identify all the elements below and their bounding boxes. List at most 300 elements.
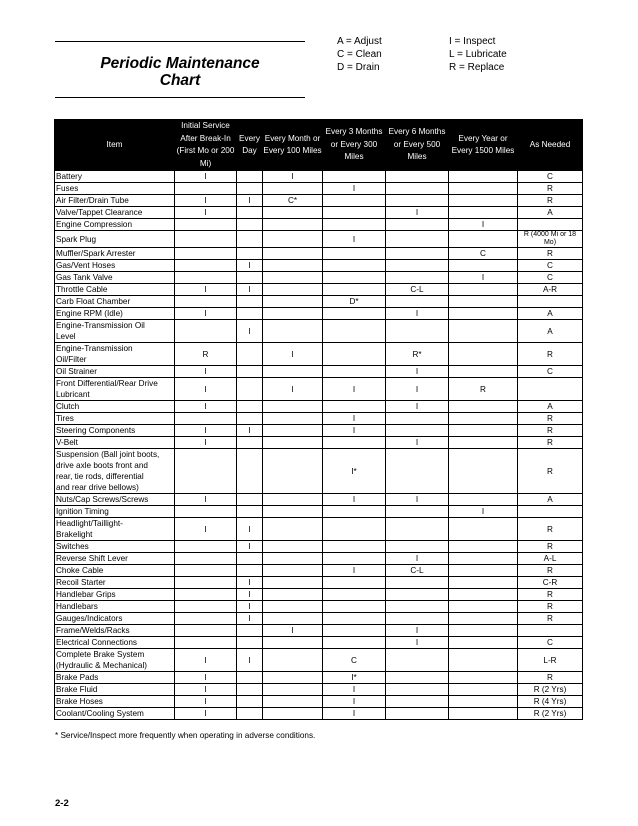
schedule-cell: I <box>386 625 449 637</box>
schedule-cell <box>263 308 323 320</box>
schedule-cell: R <box>518 613 583 625</box>
schedule-cell <box>175 577 237 589</box>
table-row <box>55 506 583 518</box>
schedule-cell: C* <box>263 195 323 207</box>
table-row <box>55 708 583 720</box>
schedule-cell: C <box>518 171 583 183</box>
schedule-cell <box>323 343 386 366</box>
table-row <box>55 449 583 494</box>
schedule-cell <box>175 296 237 308</box>
schedule-cell <box>323 553 386 565</box>
schedule-cell <box>263 260 323 272</box>
item-name-cell: Valve/Tappet Clearance <box>55 207 175 219</box>
schedule-cell <box>386 672 449 684</box>
item-name-cell: Complete Brake System (Hydraulic & Mechanical) <box>55 649 175 672</box>
schedule-cell <box>323 272 386 284</box>
schedule-cell: I <box>323 378 386 401</box>
schedule-cell <box>263 565 323 577</box>
schedule-cell <box>449 296 518 308</box>
schedule-cell <box>323 366 386 378</box>
schedule-cell <box>175 506 237 518</box>
schedule-cell <box>449 449 518 494</box>
schedule-cell <box>386 449 449 494</box>
schedule-cell: I <box>263 171 323 183</box>
schedule-cell: I <box>386 437 449 449</box>
schedule-cell: C <box>449 248 518 260</box>
table-row <box>55 296 583 308</box>
schedule-cell <box>263 425 323 437</box>
legend-replace: R = Replace <box>449 62 505 73</box>
schedule-cell <box>449 589 518 601</box>
schedule-cell <box>386 518 449 541</box>
schedule-cell <box>237 343 263 366</box>
item-name-cell: Handlebar Grips <box>55 589 175 601</box>
table-row <box>55 195 583 207</box>
schedule-cell: I <box>386 378 449 401</box>
item-name-cell: Handlebars <box>55 601 175 613</box>
schedule-cell <box>323 541 386 553</box>
schedule-cell <box>263 494 323 506</box>
schedule-cell <box>263 637 323 649</box>
schedule-cell <box>323 601 386 613</box>
item-name-cell: Engine RPM (Idle) <box>55 308 175 320</box>
schedule-cell <box>449 308 518 320</box>
schedule-cell <box>518 296 583 308</box>
item-name-cell: Frame/Welds/Racks <box>55 625 175 637</box>
schedule-cell: I <box>237 613 263 625</box>
schedule-cell: C <box>323 649 386 672</box>
column-header: Every Month or Every 100 Miles <box>263 120 323 171</box>
schedule-cell <box>386 708 449 720</box>
legend-inspect: I = Inspect <box>449 36 496 47</box>
schedule-cell <box>449 195 518 207</box>
schedule-cell: R <box>175 343 237 366</box>
column-header: Item <box>55 120 175 171</box>
schedule-cell <box>449 494 518 506</box>
schedule-cell: L-R <box>518 649 583 672</box>
schedule-cell: I <box>386 366 449 378</box>
schedule-cell <box>263 248 323 260</box>
schedule-cell <box>386 541 449 553</box>
schedule-cell: R <box>518 589 583 601</box>
schedule-cell: R <box>518 248 583 260</box>
schedule-cell: R (4000 Mi or 18 Mo) <box>518 231 583 248</box>
table-row <box>55 284 583 296</box>
schedule-cell <box>323 219 386 231</box>
schedule-cell: I <box>175 696 237 708</box>
schedule-cell: A <box>518 494 583 506</box>
column-header: Every 3 Months or Every 300 Miles <box>323 120 386 171</box>
schedule-cell <box>449 284 518 296</box>
schedule-cell <box>263 541 323 553</box>
schedule-cell: I <box>175 195 237 207</box>
schedule-cell: I <box>237 320 263 343</box>
schedule-cell: R <box>518 672 583 684</box>
schedule-cell <box>263 589 323 601</box>
schedule-cell <box>449 171 518 183</box>
schedule-cell: I <box>175 437 237 449</box>
schedule-cell <box>449 649 518 672</box>
schedule-cell: I <box>263 625 323 637</box>
schedule-cell: I <box>449 219 518 231</box>
schedule-cell <box>263 684 323 696</box>
schedule-cell: I <box>175 171 237 183</box>
schedule-cell <box>237 708 263 720</box>
column-header: Every Day <box>237 120 263 171</box>
item-name-cell: Recoil Starter <box>55 577 175 589</box>
schedule-cell <box>263 231 323 248</box>
schedule-cell <box>175 320 237 343</box>
schedule-cell <box>263 296 323 308</box>
schedule-cell <box>449 518 518 541</box>
item-name-cell: Tires <box>55 413 175 425</box>
schedule-cell <box>449 425 518 437</box>
page-title-line2: Chart <box>159 72 201 89</box>
schedule-cell <box>323 589 386 601</box>
schedule-cell <box>175 219 237 231</box>
footnote: * Service/Inspect more frequently when operating in adverse conditions. <box>55 731 316 740</box>
schedule-cell: R (2 Yrs) <box>518 708 583 720</box>
item-name-cell: Front Differential/Rear Drive Lubricant <box>55 378 175 401</box>
schedule-cell: C-R <box>518 577 583 589</box>
schedule-cell <box>237 413 263 425</box>
schedule-cell <box>518 378 583 401</box>
schedule-cell: A <box>518 320 583 343</box>
schedule-cell <box>237 231 263 248</box>
schedule-cell: R <box>518 343 583 366</box>
schedule-cell: R <box>518 195 583 207</box>
schedule-cell: R* <box>386 343 449 366</box>
table-row <box>55 637 583 649</box>
schedule-cell: I <box>237 601 263 613</box>
schedule-cell <box>263 672 323 684</box>
schedule-cell <box>386 231 449 248</box>
schedule-cell <box>175 272 237 284</box>
schedule-cell <box>263 649 323 672</box>
schedule-cell: R <box>518 413 583 425</box>
schedule-cell <box>449 401 518 413</box>
table-row <box>55 625 583 637</box>
schedule-cell <box>449 625 518 637</box>
item-name-cell: Nuts/Cap Screws/Screws <box>55 494 175 506</box>
schedule-cell <box>175 449 237 494</box>
column-header: Every Year or Every 1500 Miles <box>449 120 518 171</box>
schedule-cell <box>175 565 237 577</box>
schedule-cell: R <box>518 425 583 437</box>
legend-lubricate: L = Lubricate <box>449 49 507 60</box>
table-row <box>55 518 583 541</box>
schedule-cell: I <box>175 425 237 437</box>
schedule-cell <box>237 401 263 413</box>
maintenance-table <box>54 119 583 720</box>
schedule-cell: I <box>237 425 263 437</box>
table-row <box>55 613 583 625</box>
schedule-cell <box>518 506 583 518</box>
schedule-cell: I* <box>323 449 386 494</box>
schedule-cell: C <box>518 366 583 378</box>
schedule-cell <box>449 565 518 577</box>
table-row <box>55 171 583 183</box>
schedule-cell <box>386 601 449 613</box>
schedule-cell: I <box>175 308 237 320</box>
table-row <box>55 601 583 613</box>
schedule-cell <box>386 248 449 260</box>
table-row <box>55 248 583 260</box>
schedule-cell: I <box>449 506 518 518</box>
schedule-cell: I <box>386 637 449 649</box>
schedule-cell: C <box>518 272 583 284</box>
schedule-cell <box>237 637 263 649</box>
schedule-cell: I <box>175 207 237 219</box>
item-name-cell: Battery <box>55 171 175 183</box>
schedule-cell <box>263 553 323 565</box>
schedule-cell <box>237 625 263 637</box>
schedule-cell: R <box>518 437 583 449</box>
table-row <box>55 183 583 195</box>
table-row <box>55 437 583 449</box>
schedule-cell <box>263 284 323 296</box>
schedule-cell <box>386 320 449 343</box>
schedule-cell <box>175 413 237 425</box>
schedule-cell <box>449 708 518 720</box>
schedule-cell <box>323 401 386 413</box>
item-name-cell: Switches <box>55 541 175 553</box>
schedule-cell: C-L <box>386 284 449 296</box>
schedule-cell: I <box>175 401 237 413</box>
schedule-cell: A-L <box>518 553 583 565</box>
schedule-cell: I <box>237 195 263 207</box>
schedule-cell: I <box>263 343 323 366</box>
schedule-cell <box>237 366 263 378</box>
schedule-cell: I <box>323 425 386 437</box>
schedule-cell <box>323 195 386 207</box>
schedule-cell <box>449 231 518 248</box>
schedule-cell <box>175 541 237 553</box>
schedule-cell <box>449 553 518 565</box>
schedule-cell <box>449 183 518 195</box>
schedule-cell <box>175 231 237 248</box>
table-row <box>55 231 583 248</box>
schedule-cell <box>323 171 386 183</box>
schedule-cell: I <box>323 183 386 195</box>
schedule-cell <box>263 272 323 284</box>
schedule-cell <box>237 672 263 684</box>
schedule-cell <box>449 343 518 366</box>
schedule-cell <box>263 506 323 518</box>
schedule-cell: A <box>518 207 583 219</box>
schedule-cell: R <box>518 565 583 577</box>
page-number: 2-2 <box>55 798 69 809</box>
table-row <box>55 343 583 366</box>
table-row <box>55 366 583 378</box>
schedule-cell <box>386 413 449 425</box>
schedule-cell: I <box>175 649 237 672</box>
schedule-cell <box>237 296 263 308</box>
schedule-cell <box>237 696 263 708</box>
schedule-cell <box>323 207 386 219</box>
schedule-cell <box>263 613 323 625</box>
schedule-cell <box>449 437 518 449</box>
schedule-cell: I <box>175 708 237 720</box>
schedule-cell <box>323 506 386 518</box>
schedule-cell: I <box>175 366 237 378</box>
table-row <box>55 272 583 284</box>
schedule-cell <box>237 553 263 565</box>
schedule-cell: I <box>323 684 386 696</box>
schedule-cell <box>323 260 386 272</box>
item-name-cell: Engine Compression <box>55 219 175 231</box>
schedule-cell <box>323 613 386 625</box>
item-name-cell: Engine-Transmission Oil Level <box>55 320 175 343</box>
schedule-cell <box>386 684 449 696</box>
schedule-cell <box>175 637 237 649</box>
schedule-cell <box>386 195 449 207</box>
schedule-cell: I <box>386 401 449 413</box>
schedule-cell <box>175 553 237 565</box>
schedule-cell <box>237 248 263 260</box>
schedule-cell <box>263 437 323 449</box>
item-name-cell: Choke Cable <box>55 565 175 577</box>
schedule-cell <box>323 248 386 260</box>
schedule-cell <box>386 219 449 231</box>
legend-clean: C = Clean <box>337 49 382 60</box>
schedule-cell <box>323 637 386 649</box>
table-row <box>55 541 583 553</box>
table-row <box>55 684 583 696</box>
schedule-cell <box>237 378 263 401</box>
schedule-cell <box>263 577 323 589</box>
schedule-cell: I <box>175 494 237 506</box>
table-row <box>55 401 583 413</box>
item-name-cell: Headlight/Taillight- Brakelight <box>55 518 175 541</box>
table-row <box>55 425 583 437</box>
schedule-cell <box>175 601 237 613</box>
schedule-cell: I <box>237 518 263 541</box>
schedule-cell <box>237 494 263 506</box>
schedule-cell <box>237 183 263 195</box>
schedule-cell <box>386 696 449 708</box>
schedule-cell <box>263 207 323 219</box>
item-name-cell: Ignition Timing <box>55 506 175 518</box>
schedule-cell: I <box>237 649 263 672</box>
schedule-cell: I <box>323 494 386 506</box>
schedule-cell <box>449 696 518 708</box>
schedule-cell <box>175 248 237 260</box>
legend-drain: D = Drain <box>337 62 380 73</box>
schedule-cell: R <box>518 601 583 613</box>
schedule-cell: I <box>449 272 518 284</box>
schedule-cell: I <box>386 207 449 219</box>
schedule-cell <box>386 589 449 601</box>
schedule-cell: I* <box>323 672 386 684</box>
schedule-cell: I <box>323 696 386 708</box>
schedule-cell <box>237 437 263 449</box>
schedule-cell <box>237 219 263 231</box>
schedule-cell: I <box>386 494 449 506</box>
schedule-cell: C-L <box>386 565 449 577</box>
column-header: As Needed <box>518 120 583 171</box>
schedule-cell <box>175 183 237 195</box>
schedule-cell <box>449 577 518 589</box>
schedule-cell: R <box>518 183 583 195</box>
table-row <box>55 494 583 506</box>
schedule-cell: I <box>175 378 237 401</box>
table-row <box>55 260 583 272</box>
schedule-cell <box>449 672 518 684</box>
schedule-cell <box>263 696 323 708</box>
item-name-cell: Fuses <box>55 183 175 195</box>
schedule-cell <box>323 437 386 449</box>
schedule-cell: I <box>175 684 237 696</box>
schedule-cell <box>449 613 518 625</box>
schedule-cell: I <box>175 284 237 296</box>
schedule-cell <box>386 171 449 183</box>
schedule-cell <box>386 183 449 195</box>
schedule-cell <box>263 183 323 195</box>
table-row <box>55 589 583 601</box>
maintenance-chart <box>54 119 583 720</box>
schedule-cell <box>175 625 237 637</box>
table-row <box>55 696 583 708</box>
item-name-cell: Gas/Vent Hoses <box>55 260 175 272</box>
table-body <box>55 171 583 720</box>
page-title-line1: Periodic Maintenance <box>100 55 260 72</box>
schedule-cell: R <box>518 518 583 541</box>
schedule-cell <box>323 308 386 320</box>
schedule-cell <box>323 577 386 589</box>
item-name-cell: Oil Strainer <box>55 366 175 378</box>
schedule-cell <box>386 272 449 284</box>
schedule-cell: D* <box>323 296 386 308</box>
schedule-cell <box>237 565 263 577</box>
schedule-cell <box>237 684 263 696</box>
schedule-cell: R <box>449 378 518 401</box>
schedule-cell <box>263 413 323 425</box>
legend-adjust: A = Adjust <box>337 36 382 47</box>
schedule-cell: C <box>518 637 583 649</box>
schedule-cell <box>237 171 263 183</box>
schedule-cell: R <box>518 541 583 553</box>
item-name-cell: Brake Pads <box>55 672 175 684</box>
schedule-cell: I <box>237 589 263 601</box>
schedule-cell: R (4 Yrs) <box>518 696 583 708</box>
schedule-cell <box>386 613 449 625</box>
schedule-cell: C <box>518 260 583 272</box>
schedule-cell: I <box>323 565 386 577</box>
schedule-cell <box>449 320 518 343</box>
item-name-cell: Engine-Transmission Oil/Filter <box>55 343 175 366</box>
table-row <box>55 565 583 577</box>
item-name-cell: Gas Tank Valve <box>55 272 175 284</box>
item-name-cell: Spark Plug <box>55 231 175 248</box>
item-name-cell: Clutch <box>55 401 175 413</box>
item-name-cell: Suspension (Ball joint boots, drive axle boots front and rear, tie rods, differential and rear drive bellows) <box>55 449 175 494</box>
item-name-cell: Carb Float Chamber <box>55 296 175 308</box>
schedule-cell <box>263 366 323 378</box>
item-name-cell: Reverse Shift Lever <box>55 553 175 565</box>
schedule-cell <box>323 518 386 541</box>
table-header-row <box>55 120 583 171</box>
schedule-cell <box>386 296 449 308</box>
schedule-cell <box>518 219 583 231</box>
schedule-cell: R <box>518 449 583 494</box>
item-name-cell: Coolant/Cooling System <box>55 708 175 720</box>
schedule-cell <box>323 320 386 343</box>
schedule-cell <box>449 366 518 378</box>
schedule-cell: R (2 Yrs) <box>518 684 583 696</box>
item-name-cell: Brake Fluid <box>55 684 175 696</box>
table-row <box>55 672 583 684</box>
